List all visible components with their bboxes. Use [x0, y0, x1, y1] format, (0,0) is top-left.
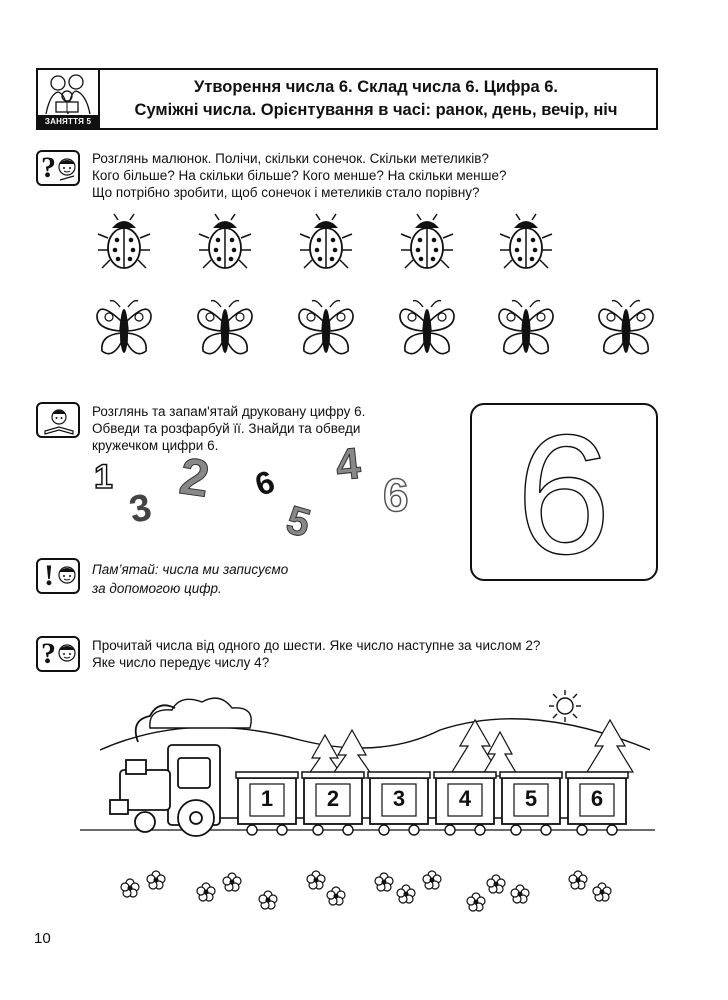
task3-line: Яке число передує числу 4?: [92, 655, 270, 670]
attention-icon: [36, 558, 80, 594]
wagon-wheel: [541, 825, 551, 835]
child-face-icon: [56, 642, 78, 668]
wagon-wheel: [277, 825, 287, 835]
wagon-wheel: [475, 825, 485, 835]
flower-icon: [121, 879, 139, 897]
ladybug: [98, 214, 150, 268]
lesson-title-line1: Утворення числа 6. Склад числа 6. Цифра 6.: [193, 78, 559, 96]
ladybug: [500, 214, 552, 268]
task2-line: Обведи та розфарбуй її. Знайди та обведи: [92, 421, 361, 436]
wagon-roof: [236, 772, 298, 778]
page-number: 10: [34, 930, 51, 947]
wagon-wheel: [343, 825, 353, 835]
wagon-roof: [368, 772, 430, 778]
task1-line: Кого більше? На скільки більше? Кого менше? На скільки менше?: [92, 168, 507, 183]
cloud-icon: [150, 698, 251, 728]
lesson-header: [36, 68, 658, 130]
task2-line: кружечком цифри 6.: [92, 438, 219, 453]
butterfly: [499, 301, 553, 354]
flower-icon: [197, 883, 215, 901]
question-mark: ?: [41, 151, 56, 184]
task1-text: [92, 150, 612, 201]
child-face-icon: [56, 564, 78, 590]
flower-icon: [375, 873, 393, 891]
ladybug: [401, 214, 453, 268]
butterfly: [198, 301, 252, 354]
digit-6-rotated: 6: [250, 463, 280, 503]
flower-icon: [307, 871, 325, 889]
note-line: за допомогою цифр.: [92, 581, 222, 596]
task1-line: Розглянь малюнок. Полічи, скільки сонечок. Скільки метеликів?: [92, 151, 489, 166]
wagon-wheel: [409, 825, 419, 835]
digit-2: 2: [176, 447, 213, 509]
question-mark: ?: [41, 637, 56, 670]
digit-1: 1: [94, 458, 113, 496]
lesson-badge: [38, 70, 100, 128]
ladybugs-row: [90, 210, 560, 280]
child-face-icon: [56, 156, 78, 182]
flower-icon: [259, 891, 277, 909]
task3-line: Прочитай числа від одного до шести. Яке число наступне за числом 2?: [92, 638, 541, 653]
flowers-row: [110, 860, 630, 920]
wagon-wheel: [607, 825, 617, 835]
butterfly: [97, 301, 151, 354]
butterfly: [400, 301, 454, 354]
task2-text: [92, 403, 422, 454]
flower-icon: [569, 871, 587, 889]
trace-digit-six[interactable]: 6: [516, 400, 611, 590]
digit-3: 3: [125, 486, 156, 532]
wagon-roof: [302, 772, 364, 778]
wagon-number: 1: [260, 786, 274, 811]
child-reading-icon: [42, 407, 76, 435]
family-reading-icon: [38, 70, 98, 116]
digit-5: 5: [281, 497, 316, 547]
ladybug: [199, 214, 251, 268]
question-icon: [36, 150, 80, 186]
wagon-number: 6: [590, 786, 604, 811]
note-text: [92, 560, 452, 598]
child-reading-icon-box: [36, 402, 80, 438]
exclamation-mark: !: [44, 559, 54, 592]
wagon-roof: [566, 772, 628, 778]
digit-6-outline: 6: [383, 469, 409, 521]
note-line: Пам’ятай: числа ми записуємо: [92, 562, 289, 577]
wagon-number: 5: [524, 786, 538, 811]
flower-icon: [467, 893, 485, 911]
butterflies-row: [90, 295, 670, 365]
trees-icon: [306, 720, 633, 778]
wagon-wheel: [445, 825, 455, 835]
wagon-roof: [500, 772, 562, 778]
lesson-title: [100, 76, 652, 122]
wagon-number: 4: [458, 786, 472, 811]
wagon-number: 2: [326, 786, 340, 811]
butterfly: [599, 301, 653, 354]
sun-icon: [549, 690, 581, 722]
wagon-wheel: [577, 825, 587, 835]
ladybug: [300, 214, 352, 268]
task2-line: Розглянь та запам'ятай друковану цифру 6.: [92, 404, 366, 419]
lesson-title-line2: Суміжні числа. Орієнтування в часі: ранок, день, вечір, ніч: [134, 101, 618, 119]
butterfly: [299, 301, 353, 354]
task1-line: Що потрібно зробити, щоб сонечок і метеликів стало порівну?: [92, 185, 480, 200]
wagon-number: 3: [392, 786, 406, 811]
wagon-wheel: [379, 825, 389, 835]
digit-4: 4: [333, 438, 363, 491]
wagon-roof: [434, 772, 496, 778]
wagon-wheel: [313, 825, 323, 835]
task3-text: [92, 637, 632, 671]
wagon-wheel: [511, 825, 521, 835]
trace-digit-box[interactable]: [470, 400, 658, 590]
wagon-wheel: [247, 825, 257, 835]
question-icon: [36, 636, 80, 672]
lesson-badge-label: ЗАНЯТТЯ 5: [38, 115, 98, 128]
